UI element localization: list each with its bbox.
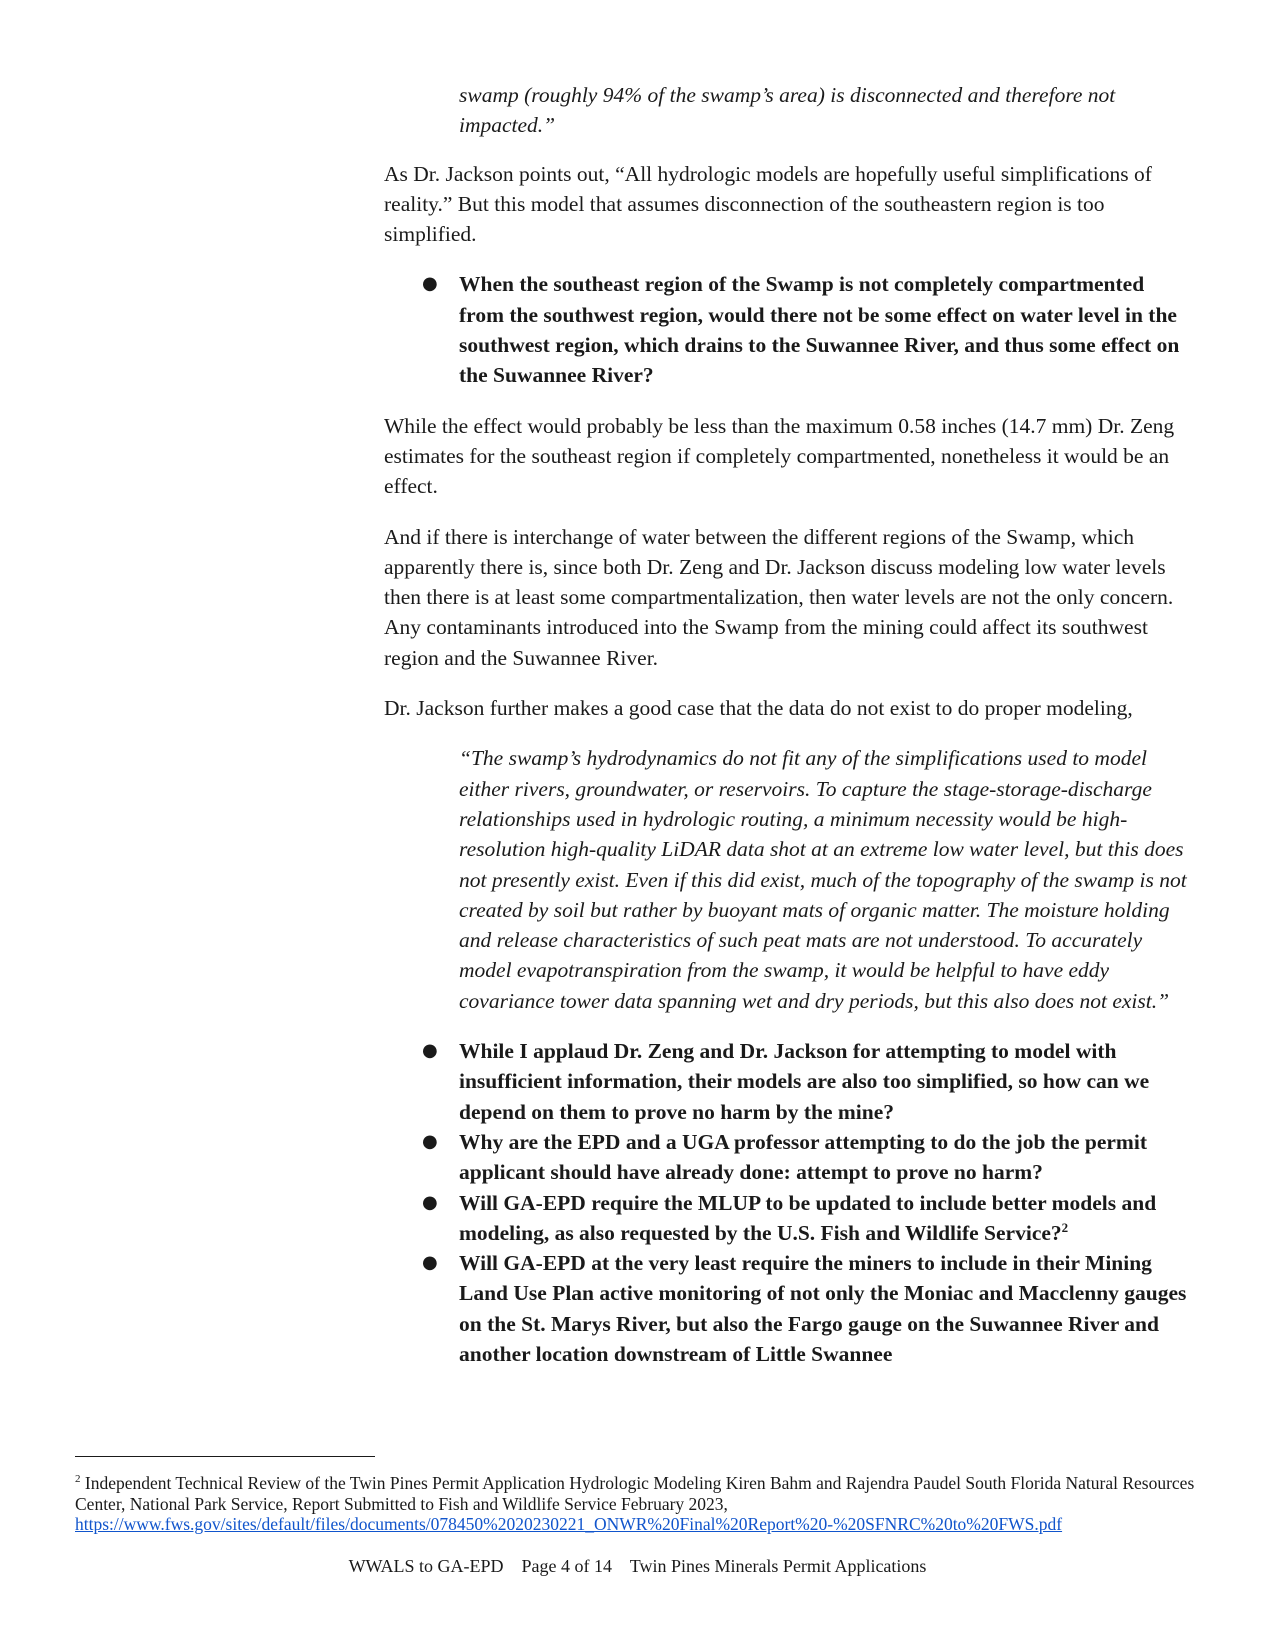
block-quote-continuation: swamp (roughly 94% of the swamp’s area) is disconnected and therefore not impacted.” — [459, 83, 1116, 138]
question-text: Will GA-EPD require the MLUP to be updated to include better models and modeling, as also requested by the U.S. Fish and Wildlife Service? — [459, 1190, 1157, 1245]
question-item — [384, 1248, 1194, 1369]
question-text: When the southeast region of the Swamp is not completely compartmented from the southwest region, would there not be some effect on water level in the southwest region, which drains to the Suwannee River, and thus some effect on the Suwannee River? — [459, 272, 1180, 388]
bullet-marker: ● — [422, 1040, 438, 1062]
question-item — [384, 269, 1194, 390]
question-item — [384, 1188, 1194, 1249]
bullet-marker: ● — [422, 1130, 438, 1152]
paragraph-effect-estimate: While the effect would probably be less than the maximum 0.58 inches (14.7 mm) Dr. Zeng estimates for the southeast region if completely compartmented, nonetheless it would be an effect. — [384, 413, 1175, 499]
paragraph-jackson-simplifications: As Dr. Jackson points out, “All hydrologic models are hopefully useful simplifications of reality.” But this model that assumes disconnection of the southeastern region is too simplified. — [384, 161, 1152, 247]
paragraph-data-case: Dr. Jackson further makes a good case that the data do not exist to do proper modeling, — [384, 696, 1133, 721]
footnote-separator — [75, 1456, 375, 1457]
paragraph-water-interchange: And if there is interchange of water between the different regions of the Swamp, which apparently there is, since both Dr. Zeng and Dr. Jackson discuss modeling low water levels then there is at least some compartmentalization, then water levels are not the only concern. Any contaminants introduced into the Swamp from the mining could affect its southwest region and the Suwannee River. — [384, 524, 1174, 670]
bullet-marker: ● — [422, 1191, 438, 1213]
page-footer: WWALS to GA-EPD Page 4 of 14 Twin Pines Minerals Permit Applications — [348, 1556, 927, 1576]
bullet-marker: ● — [422, 273, 438, 295]
question-text: While I applaud Dr. Zeng and Dr. Jackson for attempting to model with insufficient information, their models are also too simplified, so how can we depend on them to prove no harm by the mine? — [459, 1039, 1150, 1124]
document-body — [384, 80, 1194, 1389]
footnote — [75, 1473, 1205, 1535]
footnote-text: Independent Technical Review of the Twin Pines Permit Application Hydrologic Modeling Kiren Bahm and Rajendra Paudel South Florida Natural Resources Center, National Park Service, Report Submitted to Fish and Wildlife Service February 2023, — [75, 1473, 1195, 1514]
question-item — [384, 1127, 1194, 1188]
footnote-link[interactable]: https://www.fws.gov/sites/default/files/documents/078450%2020230221_ONWR%20Final%20Report%20-%20SFNRC%20to%20FWS.pdf — [75, 1514, 1063, 1534]
question-item — [384, 1036, 1194, 1127]
question-text: Why are the EPD and a UGA professor attempting to do the job the permit applicant should have already done: attempt to prove no harm? — [459, 1129, 1147, 1185]
question-list-1 — [384, 269, 1194, 390]
block-quote-hydrodynamics: “The swamp’s hydrodynamics do not fit any of the simplifications used to model either rivers, groundwater, or reservoirs. To capture the stage-storage-discharge relationships used in hydrologic routing, a minimum necessity would be high-resolution high-quality LiDAR data shot at an extreme low water level, but this does not presently exist. Even if this did exist, much of the topography of the swamp is not created by soil but rather by buoyant mats of organic matter. The moisture holding and release characteristics of such peat mats are not understood. To accurately model evapotranspiration from the swamp, it would be helpful to have eddy covariance tower data spanning wet and dry periods, but this also does not exist.” — [459, 746, 1187, 1013]
footnote-number: 2 — [75, 1473, 81, 1486]
question-text: Will GA-EPD at the very least require the miners to include in their Mining Land Use Plan active monitoring of not only the Moniac and Macclenny gauges on the St. Marys River, but also the Fargo gauge on the Suwannee River and another location downstream of Little Swannee — [459, 1251, 1187, 1366]
bullet-marker: ● — [422, 1252, 438, 1274]
question-list-2 — [384, 1036, 1194, 1369]
footnote-reference[interactable]: 2 — [1061, 1219, 1069, 1235]
